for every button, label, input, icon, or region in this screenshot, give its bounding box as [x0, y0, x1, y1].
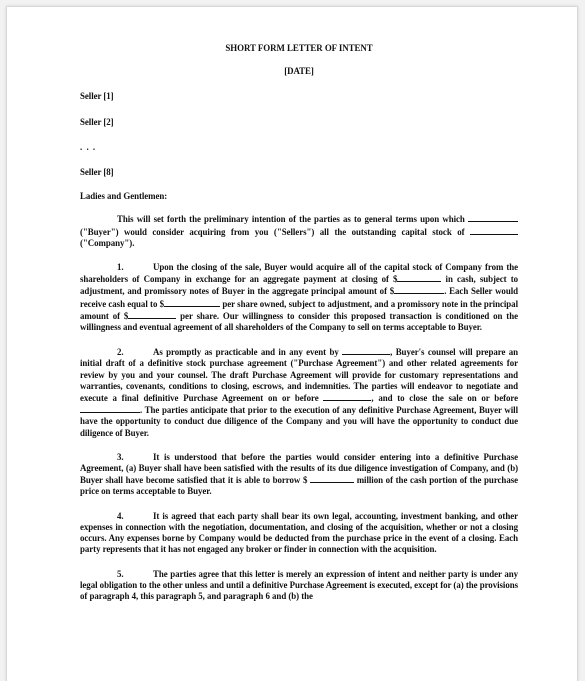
paragraph-number: 5. — [117, 568, 124, 579]
intro-text-1: This will set forth the preliminary intention of the parties as to general terms upon which — [117, 214, 465, 225]
p4-text-a: It is agreed that each party shall bear its own legal, accounting, investment banking, and other expenses in connection with the negotiation, documentation, and closing of the acquisition, whether or not a closing occurs. Any expenses borne by Company would be deducted from the purchase price in the event of a closing. Each party represents that it has not engaged any broker or finder in connection with the acquisition. — [80, 510, 518, 555]
intro-text-2: ("Buyer") would consider acquiring from you ("Sellers") all the outstanding capital stock of — [80, 226, 465, 237]
seller-ellipsis: . . . — [80, 141, 97, 152]
intro-paragraph — [80, 213, 518, 249]
seller-line-1: Seller [1] — [80, 91, 114, 102]
paragraph-number: 2. — [117, 347, 124, 358]
cash-per-share-blank — [164, 298, 220, 307]
closing-payment-blank — [397, 273, 441, 282]
p5-text-a: The parties agree that this letter is merely an expression of intent and neither party is under any legal obligation to the other unless and until a definitive Purchase Agreement is executed, except for (a) the provisions of paragraph 4, this paragraph 5, and paragraph 6 and (b) the — [80, 568, 518, 601]
buyer-name-blank — [468, 213, 518, 222]
paragraph-number: 3. — [117, 451, 124, 462]
seller-line-2: Seller [2] — [80, 116, 114, 127]
document-date: [DATE] — [284, 66, 314, 77]
paragraph-number: 1. — [117, 262, 124, 273]
p2-text-a: As promptly as practicable and in any event by — [153, 347, 339, 358]
paragraph-5 — [80, 569, 518, 603]
p1-text-c: . Each Seller would receive cash equal to $ — [80, 286, 519, 309]
p2-text-b: , Buyer's counsel will prepare an initial draft of a definitive stock purchase agreement ("Purchase Agreement") and other related agreements for review by you and your counsel. The draft Purchase Agreement will provide for customary representations and warranties, covenants, conditions to closing, escrows, and indemnities. The parties will endeavor to negotiate and execute a final definitive Purchase Agreement on or before — [80, 347, 518, 404]
p2-text-c: , and to close the sale on or before — [371, 393, 518, 404]
salutation: Ladies and Gentlemen: — [80, 191, 168, 202]
intro-text-3: ("Company"). — [80, 237, 135, 248]
p1-text-a: Upon the closing of the sale, Buyer would acquire all of the capital stock of Company from the shareholders of Company in exchange for an aggregate payment at closing of $ — [80, 262, 518, 285]
document-page — [6, 6, 578, 681]
note-per-share-blank — [128, 310, 176, 319]
p2-text-d: . The parties anticipate that prior to the execution of any definitive Purchase Agreement, Buyer will have the opportunity to conduct due diligence of the Company and you will have the opportunity to conduct due diligence of Buyer. — [80, 405, 518, 438]
p1-text-e: per share. Our willingness to consider this proposed transaction is conditioned on the willingness and eventual agreement of all shareholders of the Company to sell on terms acceptable to Buyer. — [80, 310, 518, 333]
paragraph-1 — [80, 262, 518, 333]
principal-amount-blank — [394, 285, 444, 294]
paragraph-3 — [80, 452, 518, 498]
paragraph-4 — [80, 511, 518, 556]
paragraph-number: 4. — [117, 510, 124, 521]
company-name-blank — [470, 226, 518, 235]
p1-text-b: in cash, subject to adjustment, and promissory notes of Buyer in the aggregate principal amount of $ — [80, 274, 519, 297]
seller-line-8: Seller [8] — [80, 167, 114, 178]
execution-date-blank — [323, 392, 371, 401]
document-body — [80, 43, 518, 602]
p3-text-b: million of the cash portion of the purchase price on terms acceptable to Buyer. — [80, 475, 518, 497]
draft-date-blank — [342, 346, 390, 355]
paragraph-2 — [80, 346, 518, 439]
p1-text-d: per share owned, subject to adjustment, and a promissory note in the principal amount of $ — [80, 298, 518, 321]
borrow-amount-blank — [310, 474, 354, 483]
p3-text-a: It is understood that before the parties would consider entering into a definitive Purchase Agreement, (a) Buyer shall have been satisfied with the results of its due diligence investigation of Company, and (b) Buyer shall have become satisfied that it is able to borrow $ — [80, 451, 518, 486]
document-title: SHORT FORM LETTER OF INTENT — [225, 43, 373, 53]
closing-date-blank — [80, 404, 140, 413]
